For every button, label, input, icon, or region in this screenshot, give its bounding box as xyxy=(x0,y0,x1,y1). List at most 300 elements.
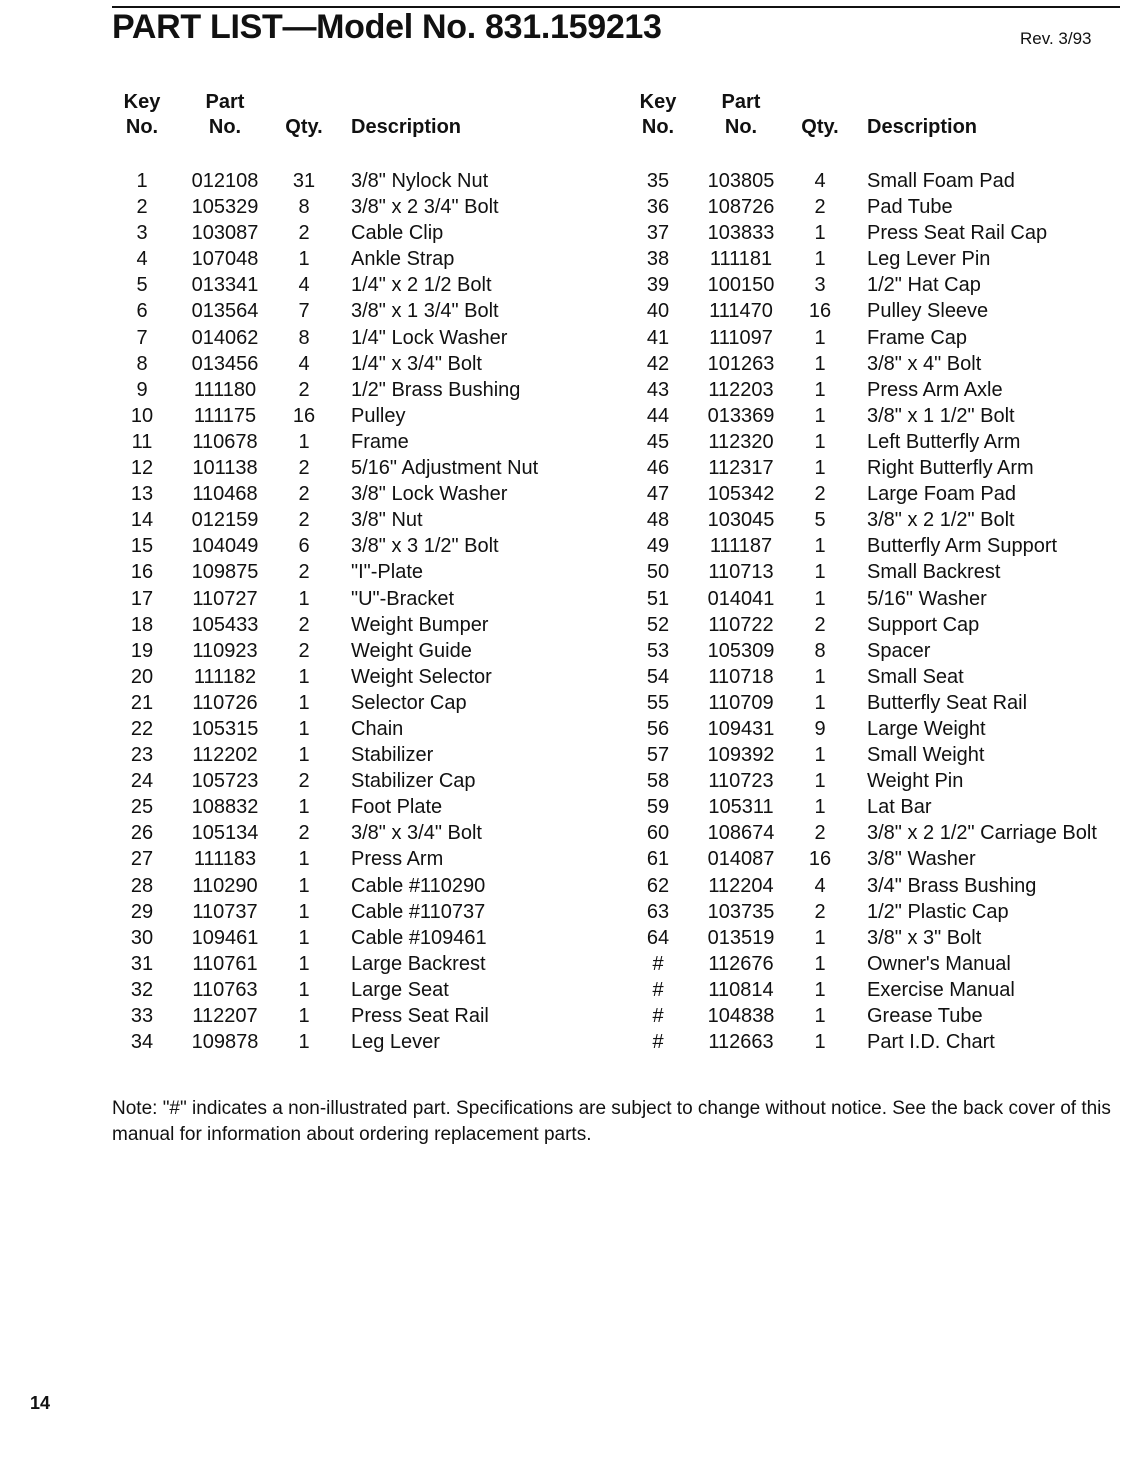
key-no-cell: 48 xyxy=(646,509,670,532)
table-row xyxy=(112,716,612,742)
part-no-cell: 110678 xyxy=(192,430,258,453)
table-row xyxy=(112,377,612,403)
table-row xyxy=(112,1029,612,1055)
part-no-cell: 110727 xyxy=(192,587,258,610)
key-no-cell: # xyxy=(652,1031,664,1054)
key-no-cell: # xyxy=(652,978,664,1001)
key-no-cell: 23 xyxy=(130,744,154,767)
key-no-cell: 53 xyxy=(646,639,670,662)
description-cell: Small Backrest xyxy=(867,561,1001,584)
table-row xyxy=(628,899,1128,925)
qty-cell: 1 xyxy=(298,744,310,767)
qty-cell: 1 xyxy=(298,900,310,923)
key-no-cell: 2 xyxy=(136,196,148,219)
column-header-part: Part No. xyxy=(205,91,245,138)
part-no-cell: 013369 xyxy=(707,404,775,427)
key-no-cell: 35 xyxy=(646,170,670,192)
part-no-cell: 111187 xyxy=(709,535,773,558)
description-cell: Butterfly Seat Rail xyxy=(867,691,1028,714)
table-row xyxy=(112,220,612,246)
qty-cell: 2 xyxy=(298,483,310,506)
qty-cell: 1 xyxy=(298,978,310,1001)
key-no-cell: 16 xyxy=(130,561,154,584)
table-row xyxy=(628,194,1128,220)
part-no-cell: 112204 xyxy=(708,874,774,897)
qty-cell: 1 xyxy=(298,1031,310,1054)
part-no-cell: 111183 xyxy=(193,848,257,871)
part-no-cell: 110726 xyxy=(192,691,258,714)
description-cell: Frame Cap xyxy=(867,326,968,349)
part-no-cell: 103735 xyxy=(707,900,775,923)
part-no-cell: 111182 xyxy=(193,665,257,688)
part-no-cell: 101263 xyxy=(707,352,775,375)
description-cell: Small Foam Pad xyxy=(867,170,1015,192)
description-cell: Lat Bar xyxy=(867,796,932,819)
column-header-qty: Qty. xyxy=(285,116,323,138)
table-row xyxy=(628,298,1128,324)
key-no-cell: 27 xyxy=(130,848,154,871)
key-no-cell: 60 xyxy=(646,822,670,845)
qty-cell: 1 xyxy=(814,326,826,349)
qty-cell: 16 xyxy=(808,848,832,871)
part-no-cell: 103833 xyxy=(707,222,775,245)
qty-cell: 1 xyxy=(298,691,310,714)
key-no-cell: 28 xyxy=(130,874,154,897)
key-no-cell: 1 xyxy=(136,170,148,192)
table-row xyxy=(112,403,612,429)
qty-cell: 2 xyxy=(298,639,310,662)
qty-cell: 2 xyxy=(298,561,310,584)
qty-cell: 7 xyxy=(298,300,310,323)
key-no-cell: 29 xyxy=(130,900,154,923)
description-cell: 3/8" x 1 3/4" Bolt xyxy=(351,300,499,323)
part-no-cell: 014041 xyxy=(707,587,775,610)
description-cell: Cable #110290 xyxy=(351,874,486,897)
part-no-cell: 012159 xyxy=(191,509,259,532)
qty-cell: 1 xyxy=(298,952,310,975)
description-cell: Pulley Sleeve xyxy=(867,300,989,323)
table-row xyxy=(112,925,612,951)
table-row xyxy=(112,272,612,298)
table-row xyxy=(112,481,612,507)
revision-label: Rev. 3/93 xyxy=(1020,29,1092,48)
key-no-cell: 33 xyxy=(130,1005,154,1027)
qty-cell: 2 xyxy=(298,822,310,845)
description-cell: Press Arm Axle xyxy=(867,378,1003,401)
table-row xyxy=(112,951,612,977)
table-row xyxy=(112,794,612,820)
qty-cell: 1 xyxy=(814,222,826,245)
table-header xyxy=(112,90,612,152)
key-no-cell: 6 xyxy=(136,300,148,323)
key-no-cell: 36 xyxy=(646,196,670,219)
qty-cell: 6 xyxy=(298,535,310,558)
table-row xyxy=(628,351,1128,377)
description-cell: 3/8" x 3" Bolt xyxy=(867,926,982,949)
key-no-cell: 13 xyxy=(130,483,154,506)
key-no-cell: 10 xyxy=(130,404,154,427)
qty-cell: 1 xyxy=(298,796,310,819)
part-no-cell: 110723 xyxy=(708,770,774,793)
part-no-cell: 105315 xyxy=(191,717,259,740)
part-no-cell: 105134 xyxy=(191,822,259,845)
qty-cell: 31 xyxy=(292,170,316,192)
qty-cell: 1 xyxy=(814,978,826,1001)
table-row xyxy=(112,873,612,899)
key-no-cell: 56 xyxy=(646,717,670,740)
qty-cell: 1 xyxy=(814,796,826,819)
table-row xyxy=(628,455,1128,481)
description-cell: 3/8" Lock Washer xyxy=(351,483,508,506)
part-no-cell: 103045 xyxy=(707,509,775,532)
part-no-cell: 112202 xyxy=(192,744,258,767)
table-row xyxy=(112,846,612,872)
part-no-cell: 104049 xyxy=(191,535,259,558)
qty-cell: 1 xyxy=(814,691,826,714)
description-cell: Leg Lever xyxy=(351,1031,440,1054)
qty-cell: 1 xyxy=(298,587,310,610)
key-no-cell: # xyxy=(652,952,664,975)
key-no-cell: 54 xyxy=(646,665,670,688)
description-cell: Weight Selector xyxy=(351,665,492,688)
key-no-cell: 39 xyxy=(646,274,670,297)
qty-cell: 1 xyxy=(814,587,826,610)
table-row xyxy=(628,951,1128,977)
key-no-cell: 58 xyxy=(646,770,670,793)
description-cell: Selector Cap xyxy=(351,691,467,714)
description-cell: Left Butterfly Arm xyxy=(867,430,1021,453)
table-row xyxy=(112,168,612,194)
description-cell: Owner's Manual xyxy=(867,952,1011,975)
table-row xyxy=(628,246,1128,272)
table-row xyxy=(112,194,612,220)
table-row xyxy=(628,220,1128,246)
table-row xyxy=(628,716,1128,742)
qty-cell: 1 xyxy=(298,717,310,740)
qty-cell: 1 xyxy=(814,352,826,375)
description-cell: Large Foam Pad xyxy=(867,483,1016,506)
key-no-cell: 42 xyxy=(646,352,670,375)
table-row xyxy=(628,559,1128,585)
part-no-cell: 110468 xyxy=(192,483,258,506)
key-no-cell: 14 xyxy=(130,509,154,532)
table-row xyxy=(112,507,612,533)
qty-cell: 2 xyxy=(814,483,826,506)
qty-cell: 1 xyxy=(298,665,310,688)
description-cell: Butterfly Arm Support xyxy=(867,535,1058,558)
qty-cell: 2 xyxy=(298,770,310,793)
description-cell: Grease Tube xyxy=(867,1005,983,1027)
part-no-cell: 014087 xyxy=(707,848,775,871)
column-header-description: Description xyxy=(351,116,462,138)
part-no-cell: 014062 xyxy=(191,326,259,349)
description-cell: Press Seat Rail Cap xyxy=(867,222,1048,245)
table-row xyxy=(628,1003,1128,1029)
description-cell: Support Cap xyxy=(867,613,980,636)
key-no-cell: 41 xyxy=(646,326,670,349)
table-row xyxy=(628,1029,1128,1055)
part-no-cell: 110763 xyxy=(192,978,258,1001)
part-no-cell: 109878 xyxy=(191,1031,259,1054)
qty-cell: 1 xyxy=(814,404,826,427)
key-no-cell: 43 xyxy=(646,378,670,401)
key-no-cell: 20 xyxy=(130,665,154,688)
qty-cell: 2 xyxy=(814,822,826,845)
key-no-cell: 44 xyxy=(646,404,670,427)
qty-cell: 1 xyxy=(298,430,310,453)
column-header-key: Key No. xyxy=(639,91,677,138)
description-cell: 3/8" x 3 1/2" Bolt xyxy=(351,535,499,558)
part-no-cell: 112320 xyxy=(708,430,774,453)
table-row xyxy=(628,612,1128,638)
table-row xyxy=(112,820,612,846)
table-row xyxy=(112,638,612,664)
part-no-cell: 108832 xyxy=(191,796,259,819)
key-no-cell: 11 xyxy=(131,430,153,453)
part-no-cell: 105311 xyxy=(708,796,774,819)
description-cell: Pulley xyxy=(351,404,406,427)
description-cell: 1/4" x 3/4" Bolt xyxy=(351,352,482,375)
part-no-cell: 112317 xyxy=(708,457,774,480)
description-cell: 1/2" Plastic Cap xyxy=(867,900,1009,923)
description-cell: Chain xyxy=(351,717,404,740)
description-cell: Press Arm xyxy=(351,848,444,871)
part-no-cell: 110709 xyxy=(708,691,774,714)
table-row xyxy=(112,612,612,638)
part-no-cell: 103805 xyxy=(707,170,775,192)
qty-cell: 8 xyxy=(814,639,826,662)
description-cell: 1/4" Lock Washer xyxy=(351,326,508,349)
qty-cell: 1 xyxy=(814,744,826,767)
table-row xyxy=(628,820,1128,846)
part-no-cell: 108726 xyxy=(707,196,775,219)
table-row xyxy=(628,742,1128,768)
part-no-cell: 109431 xyxy=(707,717,775,740)
part-no-cell: 108674 xyxy=(707,822,775,845)
part-no-cell: 111470 xyxy=(709,300,773,323)
table-row xyxy=(112,559,612,585)
part-no-cell: 111097 xyxy=(709,326,773,349)
table-row xyxy=(112,586,612,612)
part-no-cell: 109875 xyxy=(191,561,259,584)
description-cell: 1/2" Brass Bushing xyxy=(351,378,521,401)
key-no-cell: 32 xyxy=(130,978,154,1001)
table-row xyxy=(112,325,612,351)
description-cell: Part I.D. Chart xyxy=(867,1031,995,1054)
table-row xyxy=(628,272,1128,298)
part-no-cell: 100150 xyxy=(707,274,775,297)
table-row xyxy=(112,298,612,324)
parts-table-left xyxy=(112,90,612,1055)
key-no-cell: 45 xyxy=(646,430,670,453)
part-no-cell: 013564 xyxy=(191,300,259,323)
qty-cell: 1 xyxy=(814,1031,826,1054)
key-no-cell: 21 xyxy=(130,691,154,714)
qty-cell: 4 xyxy=(814,170,826,192)
key-no-cell: 57 xyxy=(646,744,670,767)
qty-cell: 1 xyxy=(814,248,826,271)
description-cell: 1/2" Hat Cap xyxy=(867,274,981,297)
part-no-cell: 112207 xyxy=(192,1005,258,1027)
column-header-description: Description xyxy=(867,116,978,138)
table-row xyxy=(628,403,1128,429)
parts-table-right xyxy=(628,90,1128,1055)
column-header-key: Key No. xyxy=(123,91,161,138)
qty-cell: 1 xyxy=(814,665,826,688)
qty-cell: 1 xyxy=(298,874,310,897)
part-no-cell: 111181 xyxy=(709,248,773,271)
key-no-cell: 52 xyxy=(646,613,670,636)
qty-cell: 2 xyxy=(298,457,310,480)
key-no-cell: 55 xyxy=(646,691,670,714)
qty-cell: 4 xyxy=(298,352,310,375)
qty-cell: 2 xyxy=(298,222,310,245)
table-row xyxy=(628,533,1128,559)
table-row xyxy=(112,977,612,1003)
qty-cell: 5 xyxy=(814,509,826,532)
qty-cell: 4 xyxy=(814,874,826,897)
key-no-cell: 62 xyxy=(646,874,670,897)
qty-cell: 2 xyxy=(298,613,310,636)
description-cell: "U"-Bracket xyxy=(351,587,455,610)
qty-cell: 1 xyxy=(298,1005,310,1027)
key-no-cell: 63 xyxy=(646,900,670,923)
key-no-cell: 47 xyxy=(646,483,670,506)
table-row xyxy=(628,638,1128,664)
key-no-cell: 50 xyxy=(646,561,670,584)
qty-cell: 8 xyxy=(298,326,310,349)
description-cell: Weight Guide xyxy=(351,639,472,662)
key-no-cell: 19 xyxy=(130,639,154,662)
part-no-cell: 104838 xyxy=(707,1005,775,1027)
description-cell: "I"-Plate xyxy=(351,561,424,584)
qty-cell: 16 xyxy=(808,300,832,323)
qty-cell: 16 xyxy=(292,404,316,427)
qty-cell: 1 xyxy=(814,926,826,949)
key-no-cell: 7 xyxy=(136,326,148,349)
part-no-cell: 110761 xyxy=(192,952,258,975)
description-cell: Stabilizer xyxy=(351,744,434,767)
part-no-cell: 103087 xyxy=(191,222,259,245)
description-cell: 3/8" Nylock Nut xyxy=(351,170,489,192)
table-row xyxy=(112,768,612,794)
description-cell: Cable #109461 xyxy=(351,926,487,949)
key-no-cell: 37 xyxy=(646,222,670,245)
part-no-cell: 105329 xyxy=(191,196,259,219)
key-no-cell: 34 xyxy=(130,1031,154,1054)
qty-cell: 2 xyxy=(298,378,310,401)
key-no-cell: 25 xyxy=(130,796,154,819)
table-row xyxy=(628,977,1128,1003)
description-cell: Pad Tube xyxy=(867,196,953,219)
key-no-cell: 51 xyxy=(646,587,670,610)
part-no-cell: 013341 xyxy=(191,274,259,297)
table-row xyxy=(628,586,1128,612)
table-row xyxy=(628,377,1128,403)
table-body xyxy=(112,168,612,1055)
qty-cell: 9 xyxy=(814,717,826,740)
table-row xyxy=(112,742,612,768)
table-row xyxy=(628,846,1128,872)
part-no-cell: 013519 xyxy=(707,926,775,949)
table-row xyxy=(628,794,1128,820)
description-cell: Large Seat xyxy=(351,978,449,1001)
qty-cell: 1 xyxy=(298,926,310,949)
part-no-cell: 110722 xyxy=(708,613,774,636)
description-cell: Small Weight xyxy=(867,744,985,767)
part-no-cell: 107048 xyxy=(191,248,259,271)
qty-cell: 1 xyxy=(814,430,826,453)
table-row xyxy=(628,481,1128,507)
description-cell: 1/4" x 2 1/2 Bolt xyxy=(351,274,492,297)
table-row xyxy=(628,768,1128,794)
table-row xyxy=(112,899,612,925)
part-no-cell: 110713 xyxy=(708,561,774,584)
qty-cell: 1 xyxy=(814,952,826,975)
part-no-cell: 105723 xyxy=(191,770,259,793)
description-cell: Large Weight xyxy=(867,717,986,740)
key-no-cell: 59 xyxy=(646,796,670,819)
part-no-cell: 105309 xyxy=(707,639,775,662)
qty-cell: 1 xyxy=(814,770,826,793)
description-cell: Weight Pin xyxy=(867,770,964,793)
description-cell: 3/8" x 2 3/4" Bolt xyxy=(351,196,499,219)
table-row xyxy=(628,325,1128,351)
part-no-cell: 013456 xyxy=(191,352,259,375)
part-no-cell: 109461 xyxy=(191,926,259,949)
key-no-cell: 9 xyxy=(136,378,148,401)
description-cell: Press Seat Rail xyxy=(351,1005,489,1027)
table-row xyxy=(628,507,1128,533)
part-no-cell: 112203 xyxy=(708,378,774,401)
key-no-cell: 38 xyxy=(646,248,670,271)
qty-cell: 2 xyxy=(814,613,826,636)
part-no-cell: 012108 xyxy=(191,170,259,192)
table-row xyxy=(628,925,1128,951)
qty-cell: 1 xyxy=(814,1005,826,1027)
part-no-cell: 112663 xyxy=(708,1031,774,1054)
key-no-cell: 49 xyxy=(646,535,670,558)
description-cell: 3/8" x 3/4" Bolt xyxy=(351,822,482,845)
key-no-cell: 30 xyxy=(130,926,154,949)
qty-cell: 1 xyxy=(814,378,826,401)
description-cell: 5/16" Washer xyxy=(867,587,987,610)
part-no-cell: 105433 xyxy=(191,613,259,636)
qty-cell: 2 xyxy=(814,900,826,923)
description-cell: 3/4" Brass Bushing xyxy=(867,874,1037,897)
table-header xyxy=(628,90,1128,152)
key-no-cell: 15 xyxy=(130,535,154,558)
description-cell: 5/16" Adjustment Nut xyxy=(351,457,539,480)
qty-cell: 2 xyxy=(298,509,310,532)
key-no-cell: 24 xyxy=(130,770,154,793)
table-row xyxy=(112,1003,612,1029)
column-header-part: Part No. xyxy=(721,91,761,138)
page-number: 14 xyxy=(30,1393,51,1413)
table-row xyxy=(112,351,612,377)
qty-cell: 1 xyxy=(814,457,826,480)
table-row xyxy=(112,246,612,272)
key-no-cell: 61 xyxy=(646,848,670,871)
key-no-cell: 18 xyxy=(130,613,154,636)
description-cell: Cable #110737 xyxy=(351,900,486,923)
footnote: Note: "#" indicates a non-illustrated part. Specifications are subject to change without notice. See the back cover of this manual for information about ordering replacement parts. xyxy=(112,1098,1111,1145)
key-no-cell: 12 xyxy=(130,457,154,480)
description-cell: Foot Plate xyxy=(351,796,443,819)
description-cell: Large Backrest xyxy=(351,952,486,975)
key-no-cell: 8 xyxy=(136,352,148,375)
part-no-cell: 112676 xyxy=(708,952,774,975)
